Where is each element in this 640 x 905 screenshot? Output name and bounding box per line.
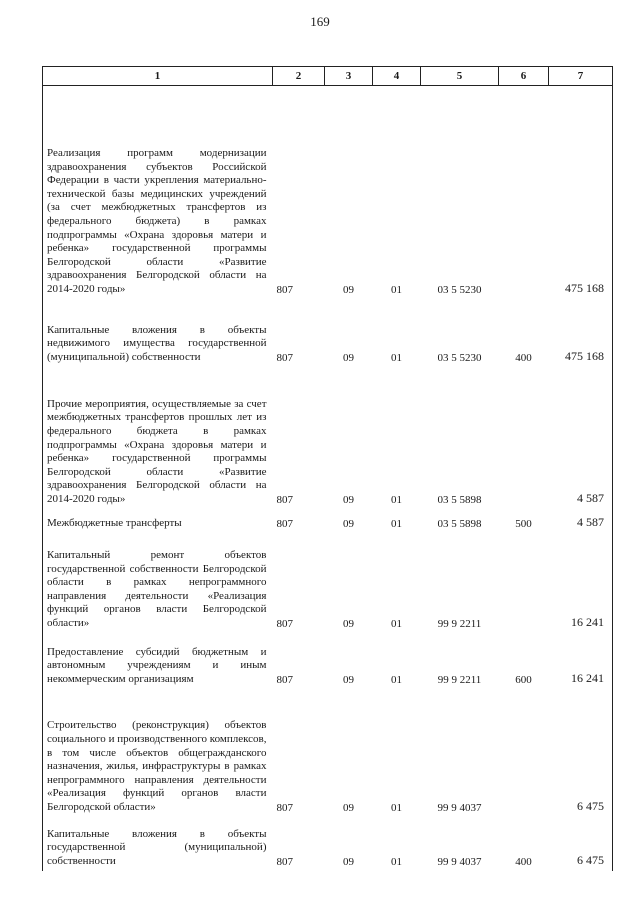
cell-ministry-code: 807: [276, 801, 293, 814]
cell-target-article: 99 9 2211: [437, 617, 482, 630]
column-header: 7: [549, 67, 613, 86]
table-row: [43, 689, 613, 817]
cell-section: 09: [343, 801, 354, 814]
table-header-row: [43, 67, 613, 86]
cell-target-article: 03 5 5230: [437, 283, 482, 296]
cell-target-article: 99 9 4037: [437, 801, 482, 814]
column-header: 3: [325, 67, 373, 86]
cell-amount: 475 168: [549, 86, 613, 299]
table-row: [43, 817, 613, 871]
row-name: Реализация программ модернизации здравоохранения субъектов Российской Федерации в части укрепления материально-технической базы медицинских учреждений (за счет межбюджетных трансфертов из федерального бюджета) в рамках подпрограммы «Охрана здоровья матери и ребенка» государственной программы Белгородской области «Развитие здравоохранения Белгородской области на 2014-2020 годы»: [43, 86, 273, 299]
table-row: [43, 509, 613, 533]
cell-expense-type: 600: [515, 673, 532, 686]
column-header: 2: [273, 67, 325, 86]
column-header: 6: [499, 67, 549, 86]
cell-expense-type: 400: [515, 351, 532, 364]
cell-section: 09: [343, 617, 354, 630]
cell-ministry-code: 807: [276, 855, 293, 868]
cell-amount: 4 587: [549, 367, 613, 509]
cell-ministry-code: 807: [276, 493, 293, 506]
cell-subsection: 01: [391, 351, 402, 364]
cell-subsection: 01: [391, 855, 402, 868]
table-row: [43, 533, 613, 633]
cell-ministry-code: 807: [276, 351, 293, 364]
cell-amount: 4 587: [549, 509, 613, 533]
cell-target-article: 03 5 5898: [437, 493, 482, 506]
cell-section: 09: [343, 283, 354, 296]
cell-target-article: 99 9 2211: [437, 673, 482, 686]
cell-expense-type: [499, 533, 549, 633]
cell-section: 09: [343, 673, 354, 686]
cell-expense-type: 400: [515, 855, 532, 868]
table-row: [43, 86, 613, 299]
cell-ministry-code: 807: [276, 673, 293, 686]
cell-target-article: 03 5 5230: [437, 351, 482, 364]
budget-table: [42, 66, 613, 871]
row-name: Капитальные вложения в объекты государственной (муниципальной) собственности: [43, 817, 273, 871]
cell-expense-type: [499, 689, 549, 817]
cell-ministry-code: 807: [276, 617, 293, 630]
cell-subsection: 01: [391, 617, 402, 630]
row-name: Строительство (реконструкция) объектов социального и производственного комплексов, в том числе объектов общегражданского назначения, жилья, инфраструктуры в рамках непрограммного направления деятельности «Реализация функций органов власти Белгородской области»: [43, 689, 273, 817]
cell-target-article: 99 9 4037: [437, 855, 482, 868]
cell-amount: 16 241: [549, 533, 613, 633]
table-row: [43, 367, 613, 509]
row-name: Капитальные вложения в объекты недвижимого имущества государственной (муниципальной) собственности: [43, 299, 273, 367]
cell-subsection: 01: [391, 673, 402, 686]
cell-section: 09: [343, 855, 354, 868]
cell-target-article: 03 5 5898: [437, 517, 482, 530]
cell-amount: 6 475: [549, 689, 613, 817]
row-name: Прочие мероприятия, осуществляемые за счет межбюджетных трансфертов прошлых лет из федерального бюджета в рамках подпрограммы «Охрана здоровья матери и ребенка» государственной программы Белгородской области «Развитие здравоохранения Белгородской области на 2014-2020 годы»: [43, 367, 273, 509]
cell-subsection: 01: [391, 493, 402, 506]
column-header: 5: [421, 67, 499, 86]
cell-section: 09: [343, 351, 354, 364]
cell-expense-type: [499, 86, 549, 299]
cell-ministry-code: 807: [276, 517, 293, 530]
table-row: [43, 633, 613, 689]
table-row: [43, 299, 613, 367]
cell-ministry-code: 807: [276, 283, 293, 296]
cell-section: 09: [343, 493, 354, 506]
page-number: 169: [310, 14, 330, 29]
row-name: Предоставление субсидий бюджетным и автономным учреждениям и иным некоммерческим организациям: [43, 633, 273, 689]
cell-expense-type: [499, 367, 549, 509]
column-header: 1: [43, 67, 273, 86]
cell-expense-type: 500: [515, 517, 532, 530]
column-header: 4: [373, 67, 421, 86]
cell-section: 09: [343, 517, 354, 530]
cell-amount: 6 475: [549, 817, 613, 871]
cell-subsection: 01: [391, 517, 402, 530]
cell-subsection: 01: [391, 801, 402, 814]
row-name: Межбюджетные трансферты: [43, 509, 273, 533]
cell-amount: 16 241: [549, 633, 613, 689]
row-name: Капитальный ремонт объектов государственной собственности Белгородской области в рамках непрограммного направления деятельности «Реализация функций органов власти Белгородской области»: [43, 533, 273, 633]
cell-amount: 475 168: [549, 299, 613, 367]
cell-subsection: 01: [391, 283, 402, 296]
